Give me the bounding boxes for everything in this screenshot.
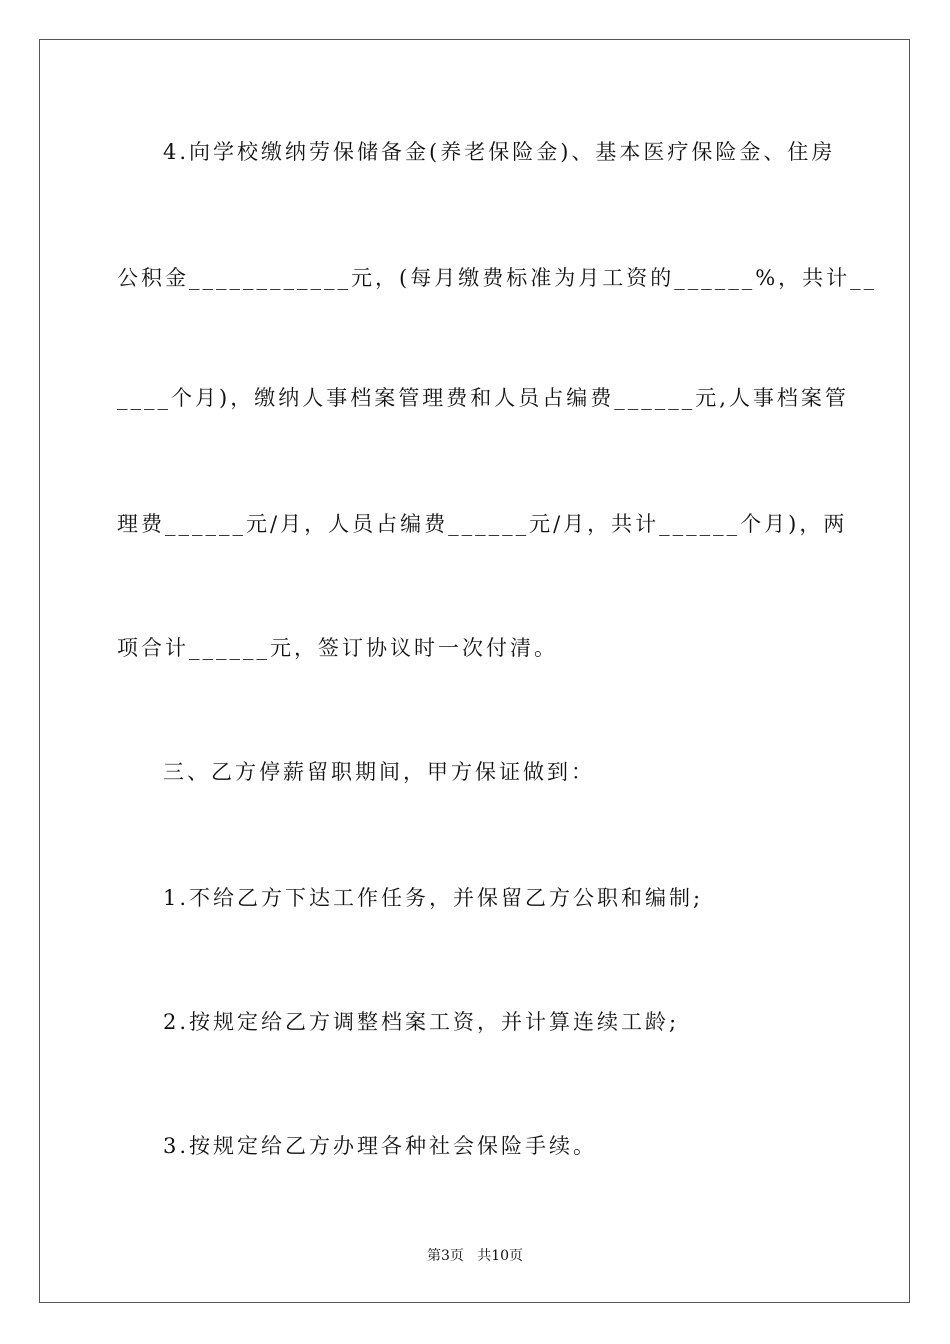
list-item-3: 3.按规定给乙方办理各种社会保险手续。 [163, 1134, 598, 1158]
paragraph-line-5: 项合计______元，签订协议时一次付清。 [117, 636, 558, 660]
paragraph-line-1: 4.向学校缴纳劳保储备金(养老保险金)、基本医疗保险金、住房 [163, 140, 836, 164]
list-item-1: 1.不给乙方下达工作任务，并保留乙方公职和编制; [163, 886, 704, 910]
paragraph-line-4: 理费______元/月，人员占编费______元/月，共计______个月)，两 [117, 512, 848, 536]
page-border [39, 39, 910, 1303]
page-number-footer: 第3页 共10页 [426, 1248, 524, 1264]
section-heading: 三、乙方停薪留职期间，甲方保证做到： [163, 760, 595, 784]
paragraph-line-3: ____个月)，缴纳人事档案管理费和人员占编费______元,人事档案管 [117, 386, 849, 410]
paragraph-line-2: 公积金____________元，(每月缴费标准为月工资的______%，共计__ [117, 266, 878, 290]
list-item-2: 2.按规定给乙方调整档案工资，并计算连续工龄; [163, 1010, 680, 1034]
